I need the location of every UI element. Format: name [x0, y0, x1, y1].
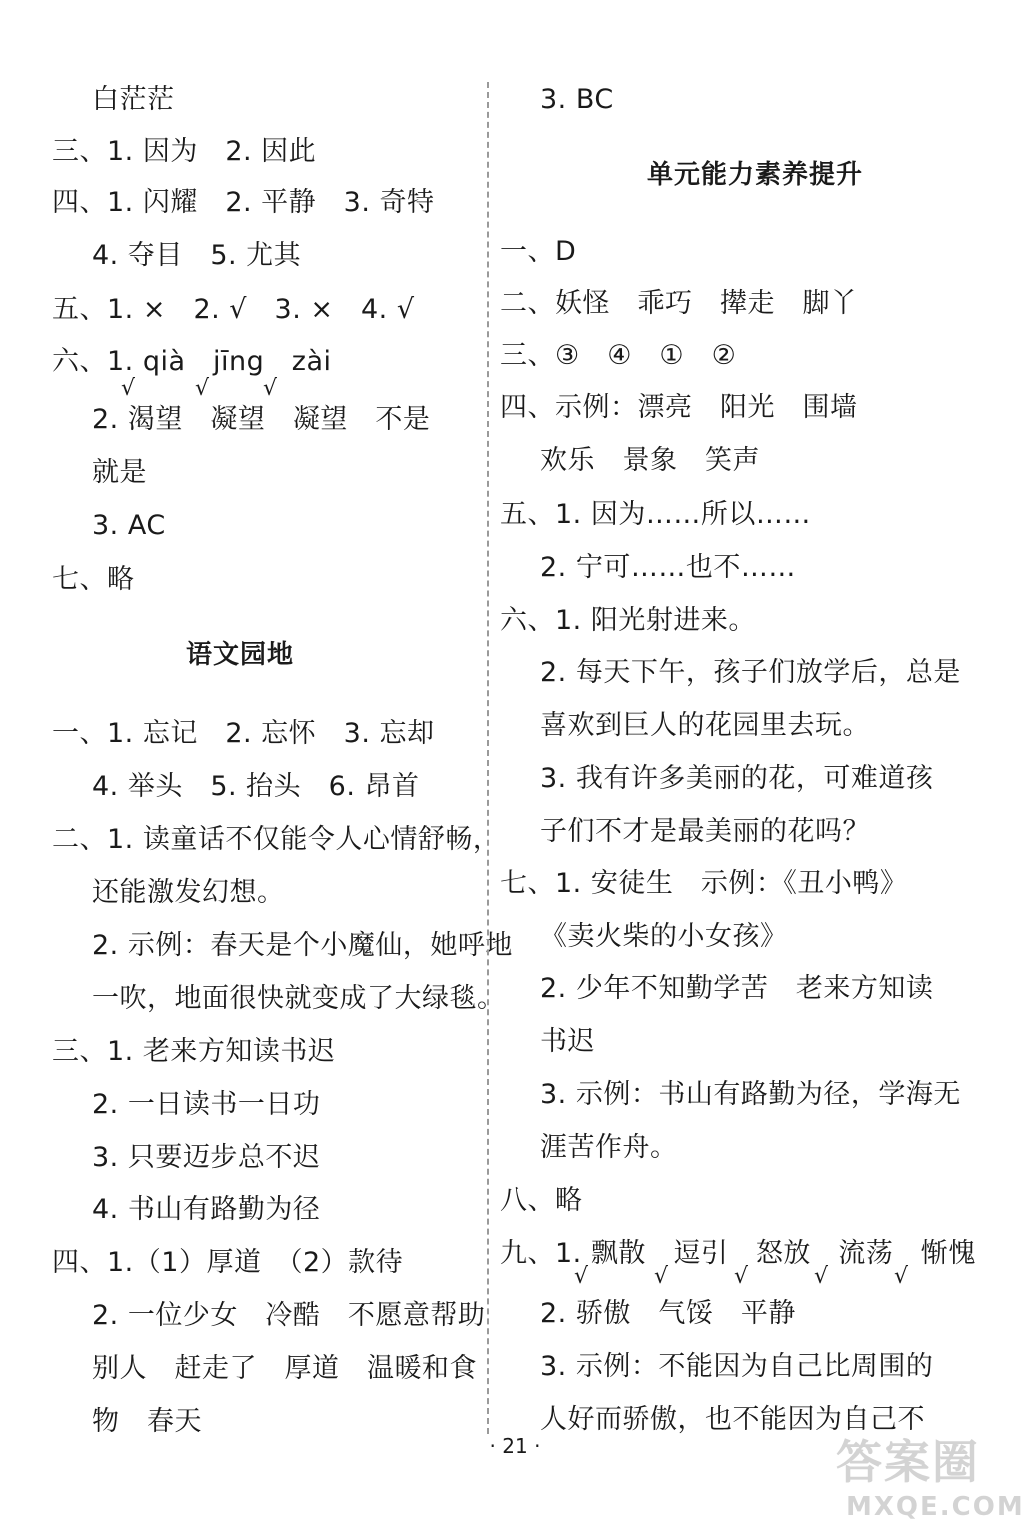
answer-line: 3. 只要迈步总不迟	[92, 1142, 321, 1173]
answer-line: 3. 示例：不能因为自己比周围的	[540, 1351, 934, 1382]
answer-line: 三、1. 老来方知读书迟	[52, 1036, 336, 1067]
answer-line: 一、1. 忘记 2. 忘怀 3. 忘却	[52, 718, 435, 749]
checkmark-icon: √	[263, 376, 278, 401]
answer-line: 2. 一日读书一日功	[92, 1089, 321, 1120]
answer-line: 一、D	[500, 236, 577, 267]
answer-line: 二、妖怪 乖巧 撵走 脚丫	[500, 288, 858, 319]
checkmark-icon: √	[195, 376, 210, 401]
answer-line: 人好而骄傲，也不能因为自己不	[540, 1404, 925, 1435]
page-number: · 21 ·	[489, 1434, 541, 1458]
answer-line: 二、1. 读童话不仅能令人心情舒畅，	[52, 824, 501, 855]
answer-line: 三、③ ④ ① ②	[500, 340, 737, 371]
checkmark-icon: √	[894, 1264, 909, 1289]
answer-line: 2. 骄傲 气馁 平静	[540, 1298, 796, 1329]
answer-line: 3. AC	[92, 510, 166, 541]
checkmark-icon: √	[814, 1264, 829, 1289]
answer-line: 2. 一位少女 冷酷 不愿意帮助	[92, 1300, 486, 1331]
answer-line: 六、1. qià jīng zài	[52, 346, 332, 377]
answer-line: 3. 我有许多美丽的花，可难道孩	[540, 763, 934, 794]
answer-line: 2. 宁可……也不……	[540, 552, 796, 583]
answer-line: 4. 夺目 5. 尤其	[92, 240, 302, 271]
answer-line: 3. BC	[540, 84, 614, 115]
checkmark-icon: √	[121, 376, 136, 401]
answer-line: 涯苦作舟。	[540, 1132, 678, 1163]
answer-line: 就是	[92, 457, 147, 488]
answer-line: 物 春天	[92, 1406, 202, 1437]
answer-line: 四、1. 闪耀 2. 平静 3. 奇特	[52, 187, 435, 218]
answer-line: 书迟	[540, 1026, 595, 1057]
checkmark-icon: √	[734, 1264, 749, 1289]
answer-line: 白茫茫	[92, 84, 175, 115]
answer-line: 八、略	[500, 1185, 583, 1216]
answer-line: 别人 赶走了 厚道 温暖和食	[92, 1353, 477, 1384]
answer-line: 四、示例：漂亮 阳光 围墙	[500, 392, 858, 423]
answer-line: 2. 示例：春天是个小魔仙，她呼地	[92, 930, 513, 961]
watermark-url: MXQE.COM	[846, 1492, 1025, 1522]
answer-line: 七、1. 安徒生 示例：《丑小鸭》	[500, 868, 908, 899]
answer-line: 子们不才是最美丽的花吗？	[540, 816, 870, 847]
checkmark-icon: √	[574, 1264, 589, 1289]
answer-line: 3. 示例：书山有路勤为径，学海无	[540, 1079, 961, 1110]
answer-line: 喜欢到巨人的花园里去玩。	[540, 710, 870, 741]
answer-line: 2. 每天下午，孩子们放学后，总是	[540, 657, 961, 688]
answer-line: 《卖火柴的小女孩》	[540, 921, 788, 952]
checkmark-icon: √	[654, 1264, 669, 1289]
answer-line: 九、1. 飘散 逗引 怒放 流荡 惭愧	[500, 1238, 976, 1269]
watermark-logo	[836, 1434, 1025, 1526]
section-title: 语文园地	[185, 640, 294, 670]
answer-line: 三、1. 因为 2. 因此	[52, 136, 317, 167]
section-title: 单元能力素养提升	[646, 160, 863, 190]
answer-line: 一吹，地面很快就变成了大绿毯。	[92, 983, 505, 1014]
answer-line: 4. 举头 5. 抬头 6. 昂首	[92, 771, 420, 802]
answer-line: 2. 渴望 凝望 凝望 不是	[92, 404, 431, 435]
answer-line: 四、1.（1）厚道 （2）款待	[52, 1247, 404, 1278]
answer-line: 还能激发幻想。	[92, 877, 285, 908]
answer-line: 六、1. 阳光射进来。	[500, 605, 756, 636]
answer-line: 欢乐 景象 笑声	[540, 445, 760, 476]
answer-line: 4. 书山有路勤为径	[92, 1194, 321, 1225]
answer-line: 五、1. 因为……所以……	[500, 499, 811, 530]
answer-line: 七、略	[52, 564, 135, 595]
column-divider	[487, 82, 489, 1434]
answer-line: 2. 少年不知勤学苦 老来方知读	[540, 973, 934, 1004]
answer-line: 五、1. × 2. √ 3. × 4. √	[52, 294, 415, 325]
watermark-logo-text: 答案圈	[836, 1435, 980, 1489]
